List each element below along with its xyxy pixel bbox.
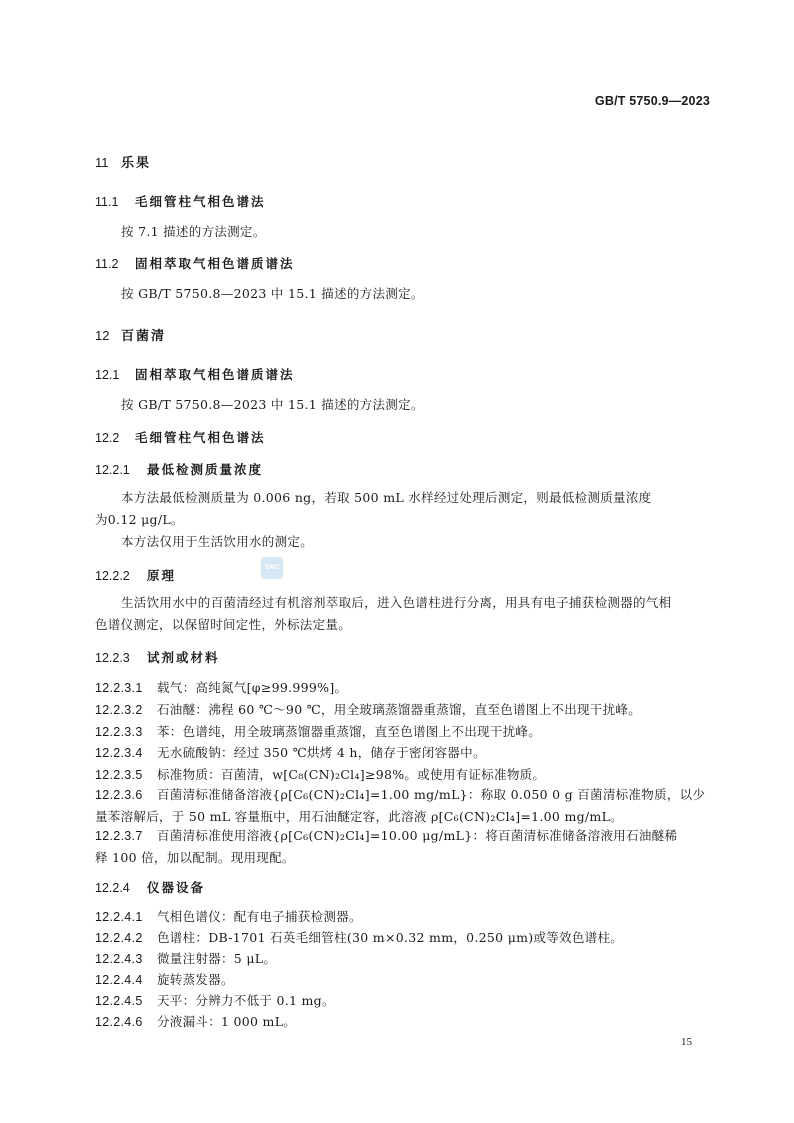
section-title: 固相萃取气相色谱质谱法 — [135, 368, 295, 382]
item-text: 无水硫酸钠：经过 350 ℃烘烤 4 h，储存于密闭容器中。 — [157, 745, 486, 760]
item-number: 12.2.3.5 — [95, 768, 143, 782]
section-number: 11.2 — [95, 257, 119, 271]
paragraph-line: 为0.12 μg/L。 — [95, 512, 184, 527]
list-item — [95, 927, 707, 949]
item-text: 标准物质：百菌清，w[C₈(CN)₂Cl₄]≥98%。或使用有证标准物质。 — [157, 767, 546, 782]
section-title: 最低检测质量浓度 — [147, 463, 264, 477]
item-number: 12.2.4.3 — [95, 952, 143, 966]
item-number: 12.2.4.2 — [95, 931, 143, 945]
list-item — [95, 948, 707, 970]
item-number: 12.2.3.6 — [95, 788, 143, 802]
paragraph: 按 GB/T 5750.8—2023 中 15.1 描述的方法测定。 — [121, 286, 424, 301]
item-text: 百菌清标准储备溶液{ρ[C₆(CN)₂Cl₄]=1.00 mg/mL}：称取 0.050 0 g 百菌清标准物质，以少 — [157, 787, 706, 802]
item-number: 12.2.4.4 — [95, 973, 143, 987]
item-text: 苯：色谱纯，用全玻璃蒸馏器重蒸馏，直至色谱图上不出现干扰峰。 — [157, 724, 542, 739]
item-text: 微量注射器：5 μL。 — [157, 951, 277, 966]
item-number: 12.2.3.3 — [95, 725, 143, 739]
list-item — [95, 825, 707, 869]
section-title: 百菌清 — [121, 328, 167, 343]
paragraph: 本方法仅用于生活饮用水的测定。 — [121, 534, 314, 549]
item-text: 分液漏斗：1 000 mL。 — [157, 1014, 297, 1029]
item-text: 百菌清标准使用溶液{ρ[C₆(CN)₂Cl₄]=10.00 μg/mL}：将百菌清标准储备溶液用石油醚稀 — [157, 828, 678, 843]
section-12-1-heading — [95, 365, 710, 383]
list-item — [95, 1011, 707, 1033]
paragraph-line: 生活饮用水中的百菌清经过有机溶剂萃取后，进入色谱柱进行分离，用具有电子捕获检测器的气相 — [121, 595, 672, 610]
paragraph-line: 色谱仪测定，以保留时间定性，外标法定量。 — [95, 617, 352, 632]
section-11-heading — [95, 152, 710, 171]
section-number: 12.2.1 — [95, 463, 130, 477]
section-12-2-1-text — [95, 487, 707, 553]
section-12-2-1-heading — [95, 460, 710, 478]
item-number: 12.2.3.4 — [95, 746, 143, 760]
section-11-2-text — [95, 283, 707, 305]
list-item — [95, 990, 707, 1012]
section-title: 仪器设备 — [147, 881, 206, 895]
section-title: 试剂或材料 — [147, 651, 220, 665]
item-number: 12.2.3.7 — [95, 829, 143, 843]
list-item — [95, 699, 707, 721]
section-12-1-text — [95, 394, 707, 416]
section-number: 11.1 — [95, 195, 119, 209]
list-item — [95, 906, 707, 928]
section-12-2-3-heading — [95, 648, 710, 666]
item-number: 12.2.4.5 — [95, 994, 143, 1008]
list-item — [95, 784, 707, 828]
section-number: 12.2.4 — [95, 881, 130, 895]
section-11-2-heading — [95, 254, 710, 272]
list-item — [95, 742, 707, 764]
item-text: 旋转蒸发器。 — [157, 972, 234, 987]
section-12-2-4-heading — [95, 878, 710, 896]
section-number: 12.1 — [95, 368, 120, 382]
section-11-1-text — [95, 221, 707, 243]
section-title: 毛细管柱气相色谱法 — [135, 431, 266, 445]
list-item — [95, 677, 707, 699]
paragraph-line: 本方法最低检测质量为 0.006 ng，若取 500 mL 水样经过处理后测定，则最低检测质量浓度 — [121, 490, 652, 505]
item-number: 12.2.4.6 — [95, 1015, 143, 1029]
page-number: 15 — [681, 1036, 692, 1048]
watermark-logo: SAC — [261, 557, 283, 579]
list-item — [95, 721, 707, 743]
section-12-2-2-text — [95, 592, 707, 636]
paragraph: 按 GB/T 5750.8—2023 中 15.1 描述的方法测定。 — [121, 397, 424, 412]
document-code: GB/T 5750.9—2023 — [594, 94, 710, 108]
item-text: 气相色谱仪：配有电子捕获检测器。 — [157, 909, 362, 924]
section-12-2-2-heading — [95, 566, 710, 584]
item-text: 石油醚：沸程 60 ℃～90 ℃，用全玻璃蒸馏器重蒸馏，直至色谱图上不出现干扰峰。 — [157, 702, 641, 717]
list-item — [95, 764, 707, 786]
section-number: 12.2 — [95, 431, 120, 445]
section-12-2-heading — [95, 428, 710, 446]
section-number: 12 — [95, 328, 110, 343]
section-number: 12.2.2 — [95, 569, 130, 583]
section-number: 12.2.3 — [95, 651, 130, 665]
section-title: 毛细管柱气相色谱法 — [135, 195, 266, 209]
item-number: 12.2.3.2 — [95, 703, 143, 717]
item-number: 12.2.4.1 — [95, 910, 143, 924]
section-title: 乐果 — [121, 155, 152, 170]
item-text-continued: 释 100 倍，加以配制。现用现配。 — [95, 850, 295, 865]
section-12-heading — [95, 325, 710, 344]
paragraph: 按 7.1 描述的方法测定。 — [121, 224, 266, 239]
section-number: 11 — [95, 155, 109, 170]
section-title: 原理 — [147, 569, 177, 583]
item-text: 载气：高纯氮气[φ≥99.999%]。 — [157, 680, 348, 695]
item-text-continued: 量苯溶解后，于 50 mL 容量瓶中，用石油醚定容，此溶液 ρ[C₆(CN)₂Cl₄]=1.00 mg/mL。 — [95, 809, 623, 824]
section-title: 固相萃取气相色谱质谱法 — [135, 257, 295, 271]
item-number: 12.2.3.1 — [95, 681, 143, 695]
item-text: 色谱柱：DB-1701 石英毛细管柱(30 m×0.32 mm，0.250 μm)或等效色谱柱。 — [157, 930, 624, 945]
section-11-1-heading — [95, 192, 710, 210]
item-text: 天平：分辨力不低于 0.1 mg。 — [157, 993, 335, 1008]
list-item — [95, 969, 707, 991]
